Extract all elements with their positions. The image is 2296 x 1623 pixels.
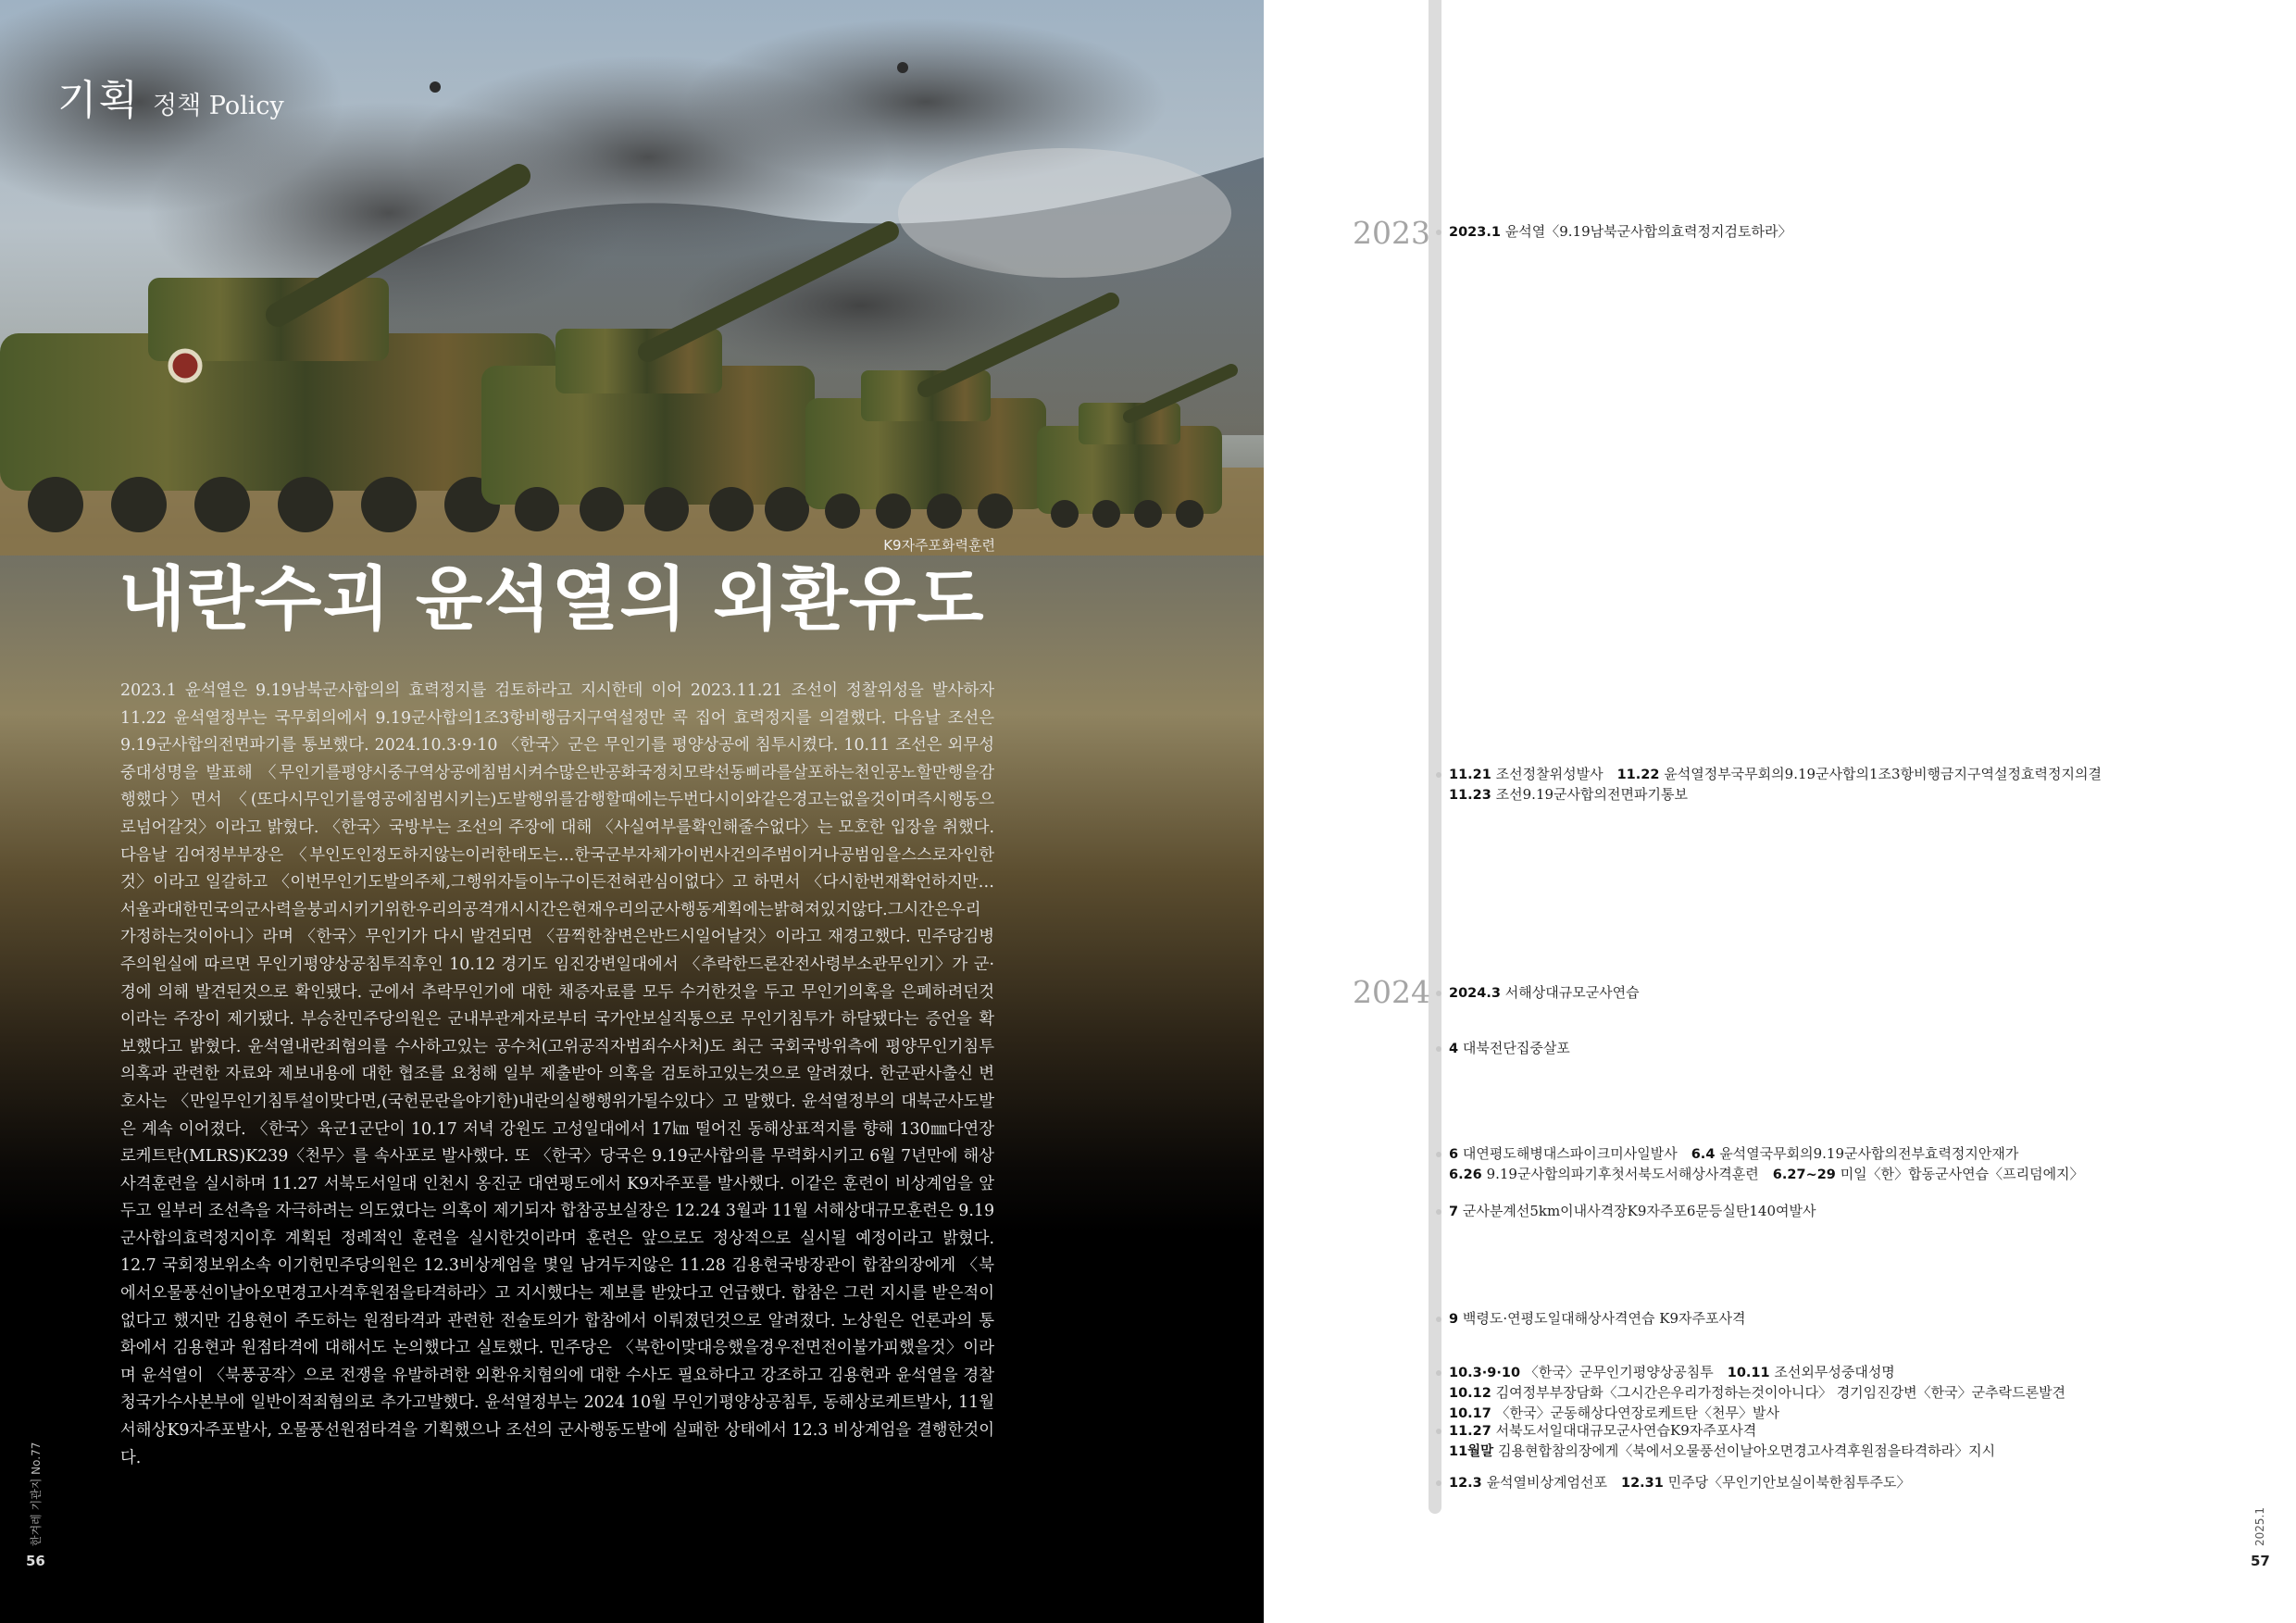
timeline-text: 윤석열〈9.19남북군사합의효력정지검토하라〉 [1504,223,1792,240]
timeline-text: 김용현합참의장에게〈북에서오물풍선이날아오면경고사격후원점을타격하라〉지시 [1497,1442,1996,1459]
timeline-dot [1436,1480,1441,1486]
section-main-label: 기획 [57,77,141,124]
timeline-dot [1436,1317,1441,1322]
timeline-dot [1436,991,1441,996]
year-label-2023: 2023 [1353,215,1430,251]
article-body: 2023.1 윤석열은 9.19남북군사합의의 효력정지를 검토하라고 지시한데 이어 2023.11.21 조선이 정찰위성을 발사하자 11.22 윤석열정부는 국무회의에서 9.19군사합의1조3항비행금지구역설정만 콕 집어 효력정지를 의결했다. 다음날 조선은 9.19군사합의전면파기를 통보했다. 2024.10.3·9·10 〈한국〉군은 무인기를 평양상공에 침투시켰다. 10.11 조선은 외무성중대성명을 발표해 〈무인기를평양시중구역상공에침범시켜수많은반공화국정치모략선동삐라를살포하는천인공노할만행을감행했다〉면서 〈(또다시무인기를영공에침범시키는)도발행위를감행할때에는두번다시이와같은경고는없을것이며즉시행동으로넘어갈것〉이라고 밝혔다. 〈한국〉국방부는 조선의 주장에 대해 〈사실여부를확인해줄수없다〉는 모호한 입장을 취했다. 다음날 김여정부부장은 〈부인도인정도하지않는이러한태도는…한국군부자체가이번사건의주범이거나공범임을스스로자인한것〉이라고 일갈하고 〈이번무인기도발의주체,그행위자들이누구이든전혀관심이없다〉고 하면서 〈다시한번재확언하지만…서울과대한민국의군사력을붕괴시키기위한우리의공격개시시간은현재우리의군사행동계획에는밝혀져있지않다.그시간은우리가정하는것이아니〉라며 〈한국〉무인기가 다시 발견되면 〈끔찍한참변은반드시일어날것〉이라고 재경고했다. 민주당김병주의원실에 따르면 무인기평양상공침투직후인 10.12 경기도 임진강변일대에서 〈추락한드론잔전사령부소관무인기〉가 군·경에 의해 발견된것으로 확인됐다. 군에서 추락무인기에 대한 채증자료를 모두 수거한것을 두고 무인기의혹을 은폐하려던것이라는 주장이 제기됐다. 부승찬민주당의원은 군내부관계자로부터 국가안보실직통으로 무인기침투가 하달됐다는 증언을 확보했다고 밝혔다. 윤석열내란죄혐의를 수사하고있는 공수처(고위공직자범죄수사처)도 최근 국회국방위측에 평양무인기침투의혹과 관련한 자료와 제보내용에 대한 협조를 요청해 일부 제출받아 의혹을 검토하고있는것으로 알려졌다. 한군판사출신 변호사는 〈만일무인기침투설이맞다면,(국헌문란을야기한)내란의실행행위가될수있다〉고 말했다. 윤석열정부의 대북군사도발은 계속 이어졌다. 〈한국〉육군1군단이 10.17 저녁 강원도 고성일대에서 17㎞ 떨어진 동해상표적지를 향해 130㎜다연장로케트탄(MLRS)K239〈천무〉를 속사포로 발사했다. 또 〈한국〉당국은 9.19군사합의를 무력화시키고 6월 7년만에 해상사격훈련을 실시하며 11.27 서북도서일대 인천시 옹진군 대연평도에서 K9자주포를 발사했다. 이같은 훈련이 비상계엄을 앞두고 일부러 조선측을 자극하려는 의도였다는 의혹이 제기되자 합참공보실장은 12.24 3월과 11월 서해상대규모훈련은 9.19군사합의효력정지이후 계획된 정례적인 훈련을 실시한것이라며 훈련은 앞으로도 정상적으로 실시될 예정이라고 밝혔다. 12.7 국회정보위소속 이기헌민주당의원은 12.3비상계엄을 몇일 남겨두지않은 11.28 김용현국방장관이 합참의장에게 〈북에서오물풍선이날아오면경고사격후원점을타격하라〉고 지시했다는 제보를 받았다고 언급했다. 합참은 그런 지시를 받은적이 없다고 했지만 김용현이 주도하는 원점타격과 관련한 전술토의가 합참에서 이뤄졌던것으로 알려졌다. 노상원은 언론과의 통화에서 김용현과 원점타격에 대해서도 논의했다고 실토했다. 민주당은 〈북한이맞대응했을경우전면전이불가피했을것〉이라며 윤석열이 〈북풍공작〉으로 전쟁을 유발하려한 외환유치혐의에 대한 수사도 필요하다고 강조하고 김용현과 윤석열을 경찰청국가수사본부에 일반이적죄혐의로 추가고발했다. 윤석열정부는 2024 10월 무인기평양상공침투, 동해상로케트발사, 11월 서해상K9자주포발사, 오물풍선원점타격을 기획했으나 조선의 군사행동도발에 실패한 상태에서 12.3 비상계엄을 결행한것이다. [120,681,995,1467]
right-page [1264,0,2296,1623]
timeline-text: 서해상대규모군사연습 [1504,984,1640,1001]
timeline-date: 11.22 [1616,768,1660,782]
timeline-line [1449,785,2217,805]
timeline-dot [1436,1152,1441,1157]
timeline-entry [1449,1039,2217,1059]
timeline-line [1449,1309,2217,1330]
timeline-text: 미일〈한〉합동군사연습〈프리덤에지〉 [1840,1166,2084,1182]
timeline-text: 9.19군사합의파기후첫서북도서해상사격훈련 [1486,1166,1759,1182]
timeline-date: 4 [1449,1042,1459,1056]
timeline-entry [1449,1202,2217,1222]
timeline-text: 〈한국〉군동해상다연장로케트탄〈천무〉발사 [1495,1405,1779,1421]
timeline-line [1449,1202,2217,1222]
timeline-line [1449,1473,2217,1493]
timeline-date: 6.27~29 [1772,1167,1836,1182]
timeline-text: 조선정찰위성발사 [1495,766,1603,782]
timeline-entry [1449,983,2217,1004]
issue-date: 2025.1 [2253,1507,2266,1546]
issue-vertical-label [2253,1491,2272,1555]
timeline-text: 윤석열정부국무회의9.19군사합의1조3항비행금지구역설정효력정지의결 [1664,766,2102,782]
timeline-line [1449,1363,2217,1383]
timeline-date: 9 [1449,1312,1459,1327]
timeline-text: 대북전단집중살포 [1462,1040,1570,1056]
page-number-left: 56 [26,1553,45,1569]
timeline-date: 12.3 [1449,1476,1482,1491]
timeline-date: 11.23 [1449,788,1491,803]
article-title: 내란수괴 윤석열의 외환유도 [119,558,985,640]
timeline-dot [1436,772,1441,778]
year-label-2024: 2024 [1353,974,1430,1010]
timeline-line [1449,983,2217,1004]
timeline-text: 조선9.19군사합의전면파기통보 [1495,786,1688,803]
timeline-date: 10.12 [1449,1386,1491,1401]
timeline-entry [1449,1363,2217,1424]
timeline-dot [1436,230,1441,235]
timeline-date: 7 [1449,1205,1459,1219]
timeline-text: 서북도서일대대규모군사연습K9자주포사격 [1495,1422,1757,1439]
timeline-dot [1436,1046,1441,1052]
timeline-text: 김여정부부장담화〈그시간은우리가정하는것이아니다〉 경기임진강변〈한국〉군추락드론발견 [1495,1384,2066,1401]
timeline-line [1449,1165,2217,1185]
journal-name: 한겨레 기관지 No.77 [30,1442,43,1546]
timeline-date: 11.27 [1449,1424,1491,1439]
timeline-date: 6.4 [1691,1147,1716,1162]
photo-caption: K9자주포화력훈련 [883,537,995,554]
timeline-line [1449,1144,2217,1165]
timeline-date: 12.31 [1620,1476,1664,1491]
timeline-text: 조선외무성중대성명 [1774,1364,1895,1380]
timeline-date: 10.11 [1727,1366,1770,1380]
timeline-line [1449,1442,2217,1462]
timeline-text: 군사분계선5km이내사격장K9자주포6문등실탄140여발사 [1462,1203,1816,1219]
timeline-entry [1449,1473,2217,1493]
timeline-dot [1436,1209,1441,1215]
timeline-text: 〈한국〉군무인기평양상공침투 [1524,1364,1714,1380]
timeline-text: 백령도·연평도일대해상사격연습 K9자주포사격 [1462,1310,1746,1327]
journal-vertical-label [28,1426,46,1546]
section-sub-label: 정책 Policy [153,92,284,120]
timeline-date: 2023.1 [1449,225,1501,240]
timeline-line [1449,222,2217,243]
timeline-bar [1429,0,1441,1514]
timeline-text: 민주당〈무인기안보실이북한침투주도〉 [1667,1474,1911,1491]
timeline-line [1449,1039,2217,1059]
timeline-entry [1449,1309,2217,1330]
timeline-date: 10.3·9·10 [1449,1366,1521,1380]
timeline-entry [1449,222,2217,243]
timeline-line [1449,1383,2217,1404]
timeline-date: 11.21 [1449,768,1491,782]
timeline-text: 윤석열비상계엄선포 [1486,1474,1607,1491]
timeline-entry [1449,1421,2217,1462]
page-number-right: 57 [2251,1553,2270,1569]
timeline-line [1449,765,2217,785]
section-label [57,67,284,126]
timeline-date: 6.26 [1449,1167,1482,1182]
timeline-date: 6 [1449,1147,1459,1162]
timeline-text: 대연평도해병대스파이크미사일발사 [1462,1145,1678,1162]
timeline-date: 2024.3 [1449,986,1501,1001]
timeline-dot [1436,1370,1441,1376]
timeline-dot [1436,1429,1441,1434]
timeline-entry [1449,1144,2217,1185]
timeline-text: 윤석열국무회의9.19군사합의전부효력정지안재가 [1719,1145,2019,1162]
timeline-entry [1449,765,2217,805]
timeline-line [1449,1421,2217,1442]
timeline-date: 10.17 [1449,1406,1491,1421]
timeline-date: 11월말 [1449,1444,1494,1459]
